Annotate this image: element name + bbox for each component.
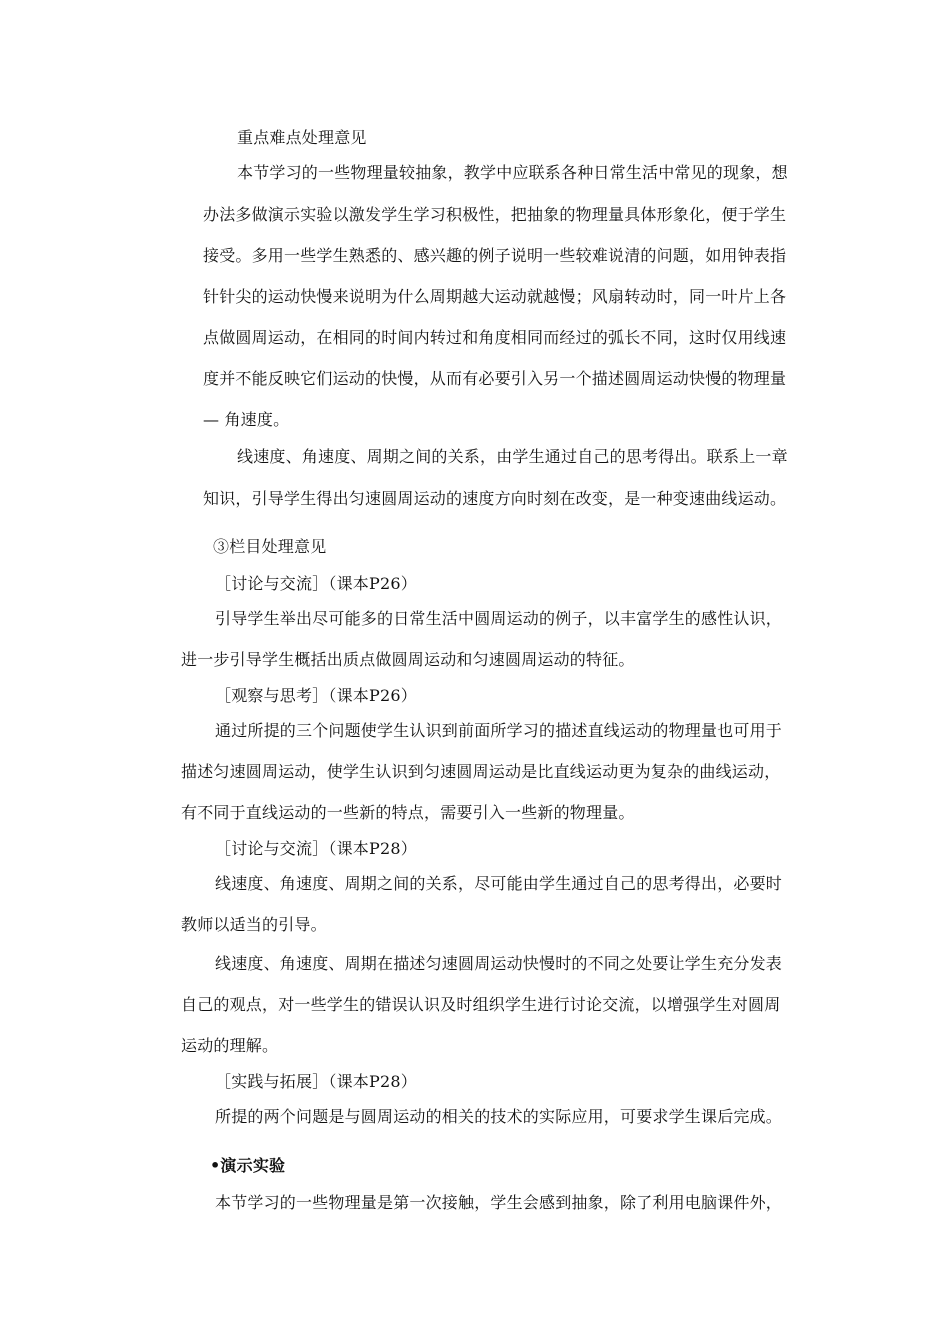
paragraph-line: 通过所提的三个问题使学生认识到前面所学习的描述直线运动的物理量也可用于 [215,721,783,740]
paragraph-line: 度并不能反映它们运动的快慢，从而有必要引入另一个描述圆周运动快慢的物理量 [203,369,787,388]
subheading-observe-p26: ［观察与思考］（课本P26） [215,686,417,705]
section-heading-demo-experiment: •演示实验 [210,1156,286,1175]
paragraph-line: 有不同于直线运动的一些新的特点，需要引入一些新的物理量。 [181,803,635,822]
paragraph-line: 所提的两个问题是与圆周运动的相关的技术的实际应用，可要求学生课后完成。 [215,1107,783,1126]
paragraph-line: 知识，引导学生得出匀速圆周运动的速度方向时刻在改变，是一种变速曲线运动。 [203,489,787,508]
paragraph-line: 本节学习的一些物理量较抽象，教学中应联系各种日常生活中常见的现象，想 [237,163,788,182]
paragraph-line: 本节学习的一些物理量是第一次接触，学生会感到抽象，除了利用电脑课件外， [215,1193,783,1212]
paragraph-line: 办法多做演示实验以激发学生学习积极性，把抽象的物理量具体形象化，便于学生 [203,205,787,224]
paragraph-line: 线速度、角速度、周期在描述匀速圆周运动快慢时的不同之处要让学生充分发表 [215,954,783,973]
paragraph-line: 引导学生举出尽可能多的日常生活中圆周运动的例子，以丰富学生的感性认识， [215,609,783,628]
subheading-practice-p28: ［实践与拓展］（课本P28） [215,1072,417,1091]
paragraph-line: 自己的观点，对一些学生的错误认识及时组织学生进行讨论交流，以增强学生对圆周 [181,995,781,1014]
subheading-discussion-p26: ［讨论与交流］（课本P26） [215,574,417,593]
paragraph-line: — 角速度。 [203,410,290,429]
paragraph-line: 线速度、角速度、周期之间的关系，尽可能由学生通过自己的思考得出，必要时 [215,874,783,893]
paragraph-line: 描述匀速圆周运动，使学生认识到匀速圆周运动是比直线运动更为复杂的曲线运动， [181,762,781,781]
paragraph-line: 接受。多用一些学生熟悉的、感兴趣的例子说明一些较难说清的问题，如用钟表指 [203,246,787,265]
section-heading-key-points: 重点难点处理意见 [237,128,367,147]
subheading-discussion-p28: ［讨论与交流］（课本P28） [215,839,417,858]
paragraph-line: 进一步引导学生概括出质点做圆周运动和匀速圆周运动的特征。 [181,650,635,669]
paragraph-line: 线速度、角速度、周期之间的关系，由学生通过自己的思考得出。联系上一章 [237,447,788,466]
paragraph-line: 点做圆周运动，在相同的时间内转过和角度相同而经过的弧长不同，这时仅用线速 [203,328,787,347]
section-heading-column-notes: ③栏目处理意见 [213,537,327,556]
paragraph-line: 运动的理解。 [181,1036,279,1055]
paragraph-line: 教师以适当的引导。 [181,915,327,934]
paragraph-line: 针针尖的运动快慢来说明为什么周期越大运动就越慢；风扇转动时，同一叶片上各 [203,287,787,306]
